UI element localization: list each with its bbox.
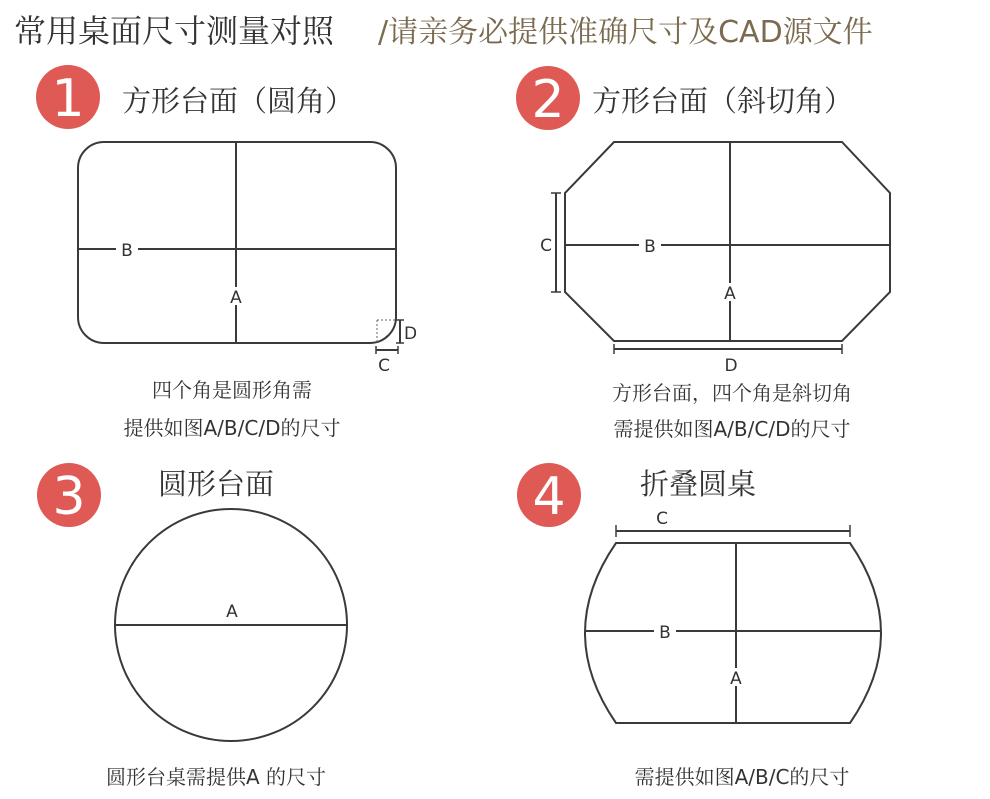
panel-title: 方形台面（斜切角） xyxy=(592,84,854,118)
folding-table-outline xyxy=(585,543,881,723)
panel-chamfered-rect xyxy=(516,66,890,441)
dimension-label-a: A xyxy=(724,284,736,304)
number-badge-label: 2 xyxy=(531,70,565,130)
dimension-label-c: C xyxy=(540,236,552,256)
dimension-label-c: C xyxy=(656,509,668,529)
panel-title: 方形台面（圆角） xyxy=(122,84,355,118)
caption-line-1: 圆形台桌需提供A 的尺寸 xyxy=(105,765,327,789)
dimension-label-b: B xyxy=(644,237,656,257)
number-badge-label: 3 xyxy=(52,467,86,527)
dimension-label-a: A xyxy=(730,669,742,689)
dimension-label-a: A xyxy=(226,602,238,622)
dimension-label-b: B xyxy=(121,241,133,261)
panel-rounded-rect xyxy=(36,65,417,440)
caption-line-1: 四个角是圆形角需 xyxy=(152,378,312,402)
caption-line-1: 方形台面，四个角是斜切角 xyxy=(612,381,852,405)
panel-round-table xyxy=(37,463,347,789)
caption-line-2: 提供如图A/B/C/D的尺寸 xyxy=(123,416,341,440)
page-title-sub: /请亲务必提供准确尺寸及CAD源文件 xyxy=(378,15,873,50)
chamfered-table-outline xyxy=(565,142,890,341)
number-badge-label: 1 xyxy=(51,69,85,129)
dimension-label-d: D xyxy=(724,356,738,376)
panel-title: 折叠圆桌 xyxy=(640,467,757,501)
dimension-label-b: B xyxy=(659,623,671,643)
caption-line-1: 需提供如图A/B/C的尺寸 xyxy=(634,765,850,789)
number-badge-label: 4 xyxy=(532,467,566,527)
dimension-label-a: A xyxy=(230,288,242,308)
panel-title: 圆形台面 xyxy=(158,467,275,501)
panel-folding-table xyxy=(517,463,881,789)
dimension-label-c: C xyxy=(378,356,390,376)
caption-line-2: 需提供如图A/B/C/D的尺寸 xyxy=(613,417,851,441)
dimension-label-d: D xyxy=(404,324,418,344)
page-title-main: 常用桌面尺寸测量对照 xyxy=(14,12,335,50)
